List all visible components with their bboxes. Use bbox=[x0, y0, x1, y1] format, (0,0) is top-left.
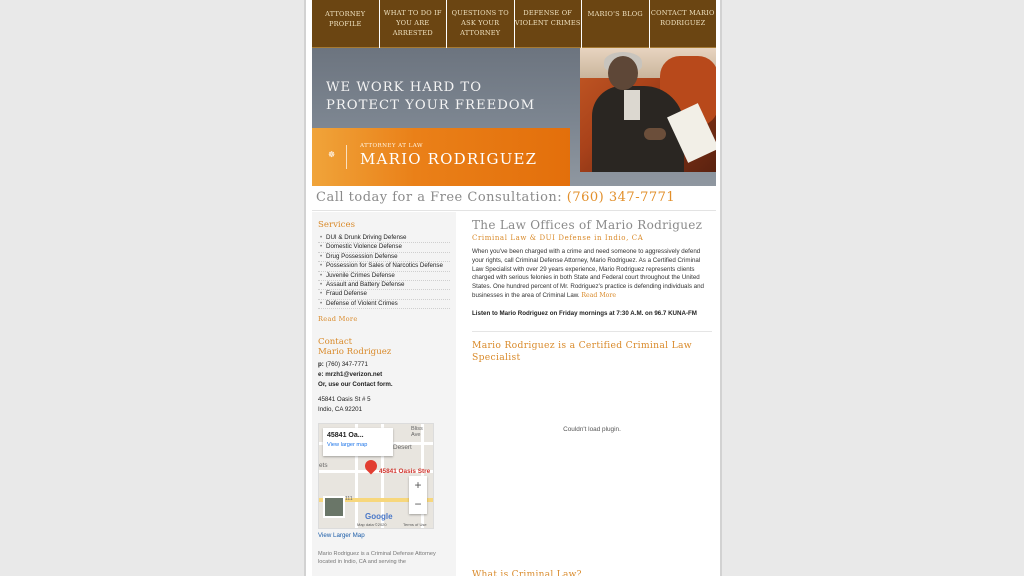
intro-read-more-link[interactable]: Read More bbox=[581, 291, 617, 299]
call-text: Call today for a Free Consultation: bbox=[316, 190, 563, 205]
address-line-1: 45841 Oasis St # 5 bbox=[318, 396, 371, 404]
contact-details bbox=[318, 360, 450, 415]
intro-text: When you've been charged with a crime and need someone to aggressively defend your rights, call Criminal Defense Attorney, Mario Rodriguez. As a Certified Criminal Law Specialist with over 29 years experience, Mario Rodriguez represents clients charged with serious felonies in both State and Federal court throughout the United States. One hundred percent of Mr. Rodriguez's practice is defending individuals and businesses in the area of Criminal Law. bbox=[472, 248, 704, 299]
nav-attorney-profile[interactable]: ATTORNEY PROFILE bbox=[312, 0, 379, 48]
sidebar bbox=[312, 212, 456, 576]
hero-tagline bbox=[326, 79, 535, 115]
certified-specialist-heading: Mario Rodriguez is a Certified Criminal Law Specialist bbox=[472, 339, 692, 363]
map-terms-link[interactable]: Terms of Use bbox=[403, 522, 427, 528]
google-logo: Google bbox=[365, 512, 393, 522]
map-label-ets: ets bbox=[319, 462, 328, 470]
services-read-more-link[interactable]: Read More bbox=[318, 315, 358, 324]
main-nav bbox=[312, 0, 716, 48]
page-subheading: Criminal Law & DUI Defense in Indio, CA bbox=[472, 234, 644, 242]
sidebar-blurb: Mario Rodriguez is a Criminal Defense Attorney located in Indio, CA and serving the bbox=[318, 551, 436, 565]
contact-form-link[interactable]: Or, use our Contact form. bbox=[318, 381, 393, 389]
service-item-drug-possession[interactable]: • Drug Possession Defense bbox=[318, 253, 450, 262]
nav-what-to-do-if-arrested[interactable]: WHAT TO DO IF YOU ARE ARRESTED bbox=[380, 0, 447, 48]
contact-heading-line-1: Contact bbox=[318, 337, 353, 348]
nav-marios-blog[interactable]: MARIO'S BLOG bbox=[582, 0, 649, 48]
satellite-toggle[interactable] bbox=[323, 496, 345, 518]
call-phone[interactable]: (760) 347-7771 bbox=[566, 190, 676, 205]
zoom-in-button[interactable]: + bbox=[414, 478, 422, 493]
service-item-violent-crimes[interactable]: • Defense of Violent Crimes bbox=[318, 300, 450, 309]
nav-defense-violent-crimes[interactable]: DEFENSE OF VIOLENT CRIMES bbox=[515, 0, 582, 48]
map-data-attribution: Map data ©2020 bbox=[357, 522, 387, 528]
map-label-bliss: Bliss Ave bbox=[411, 426, 423, 439]
email-prefix: e: bbox=[318, 371, 324, 379]
page-title: The Law Offices of Mario Rodriguez bbox=[472, 218, 703, 232]
service-item-dui[interactable]: • DUI & Drunk Driving Defense bbox=[318, 234, 450, 243]
map-highway-shield: 111 bbox=[345, 496, 353, 503]
contact-phone[interactable]: (760) 347-7771 bbox=[325, 361, 368, 369]
page-container bbox=[304, 0, 722, 576]
call-to-action bbox=[312, 187, 716, 211]
attorney-name: MARIO RODRIGUEZ bbox=[360, 150, 538, 168]
name-divider bbox=[346, 145, 347, 169]
contact-heading bbox=[318, 337, 450, 357]
address-line-2: Indio, CA 92201 bbox=[318, 406, 363, 414]
name-bar bbox=[312, 128, 570, 186]
map-label-desert: Desert bbox=[393, 444, 412, 452]
google-map-embed[interactable] bbox=[318, 423, 434, 529]
contact-email[interactable]: mrzh1@verizon.net bbox=[325, 371, 383, 379]
services-list bbox=[318, 234, 450, 309]
hero-banner bbox=[312, 48, 716, 186]
service-item-assault-battery[interactable]: • Assault and Battery Defense bbox=[318, 281, 450, 290]
map-info-card bbox=[323, 428, 393, 456]
view-larger-map-link[interactable]: View Larger Map bbox=[318, 532, 365, 540]
map-view-larger-link[interactable]: View larger map bbox=[327, 442, 368, 449]
plugin-error-message: Couldn't load plugin. bbox=[563, 425, 621, 433]
tagline-line-1: WE WORK HARD TO bbox=[326, 80, 483, 95]
scales-icon: ☸ bbox=[328, 150, 336, 159]
map-pin-label: 45841 Oasis Stre bbox=[379, 468, 431, 476]
service-item-narcotics-sales[interactable]: • Possession for Sales of Narcotics Defense bbox=[318, 262, 450, 271]
criminal-law-heading: What is Criminal Law? bbox=[472, 570, 582, 576]
map-zoom-control bbox=[409, 476, 427, 514]
zoom-out-button[interactable]: − bbox=[414, 497, 422, 512]
contact-phone-row bbox=[318, 360, 450, 370]
nav-questions-to-ask[interactable]: QUESTIONS TO ASK YOUR ATTORNEY bbox=[447, 0, 514, 48]
intro-paragraph bbox=[472, 248, 712, 301]
contact-email-row bbox=[318, 370, 450, 380]
map-card-title: 45841 Oa... bbox=[327, 432, 364, 440]
nav-contact[interactable]: CONTACT MARIO RODRIGUEZ bbox=[650, 0, 717, 48]
service-item-fraud[interactable]: • Fraud Defense bbox=[318, 290, 450, 299]
attorney-at-law-label: ATTORNEY AT LAW bbox=[360, 143, 424, 149]
service-item-domestic-violence[interactable]: • Domestic Violence Defense bbox=[318, 243, 450, 252]
radio-listen-note: Listen to Mario Rodriguez on Friday mornings at 7:30 A.M. on 96.7 KUNA-FM bbox=[472, 309, 697, 317]
section-divider bbox=[472, 331, 712, 332]
service-item-juvenile-crimes[interactable]: • Juvenile Crimes Defense bbox=[318, 272, 450, 281]
tagline-line-2: PROTECT YOUR FREEDOM bbox=[326, 98, 536, 113]
attorney-photo bbox=[580, 48, 716, 172]
phone-prefix: p: bbox=[318, 361, 324, 369]
main-content bbox=[472, 218, 712, 576]
services-heading: Services bbox=[318, 220, 355, 230]
contact-heading-line-2: Mario Rodriguez bbox=[318, 347, 392, 358]
